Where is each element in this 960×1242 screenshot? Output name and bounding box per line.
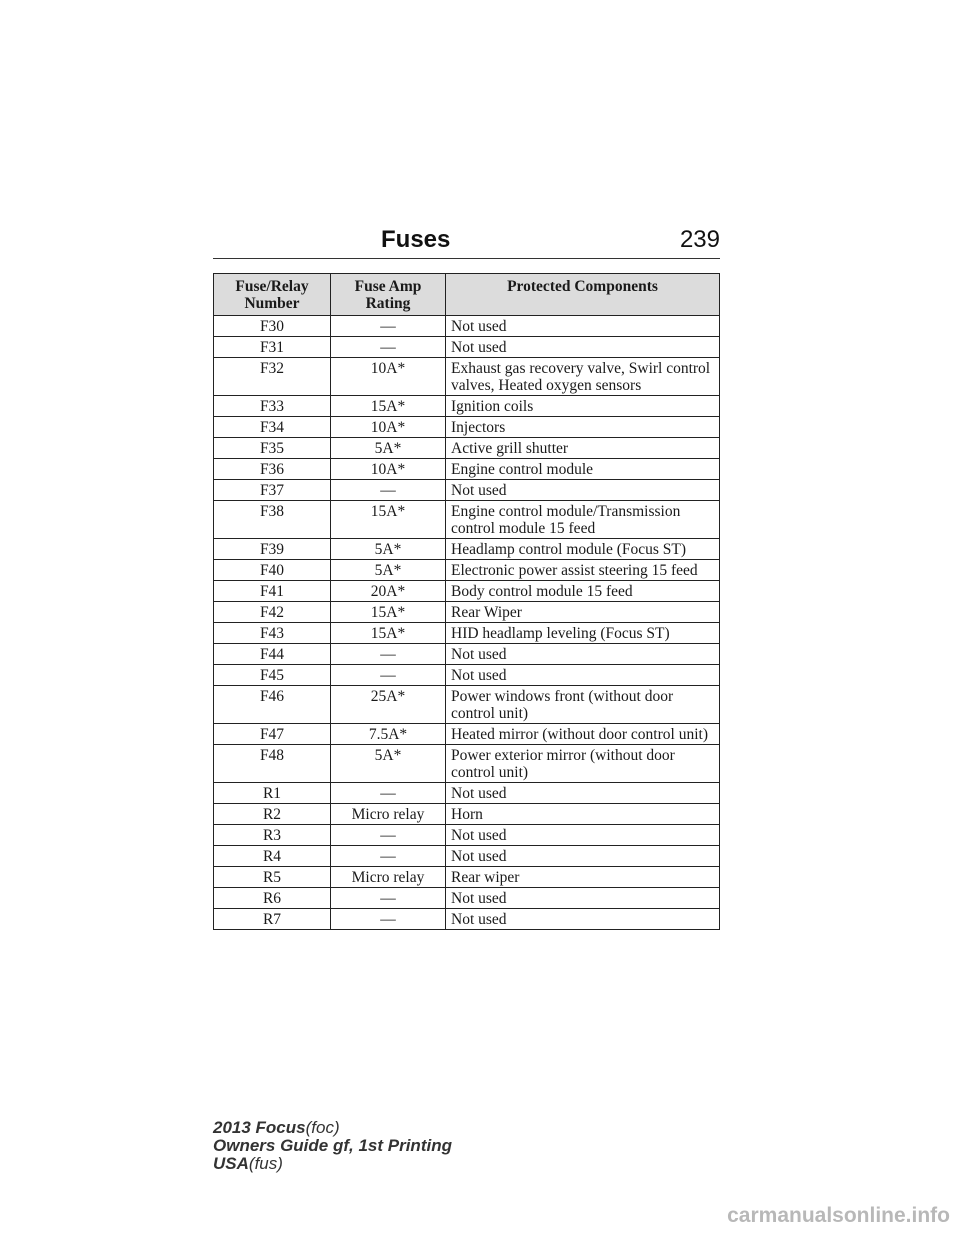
watermark: carmanualsonline.info	[727, 1204, 950, 1227]
footer-market: USA	[213, 1154, 249, 1173]
cell-amp-rating: —	[331, 909, 446, 930]
cell-amp-rating: 10A*	[331, 417, 446, 438]
cell-protected-components: Not used	[446, 825, 720, 846]
table-row	[214, 539, 720, 560]
table-row	[214, 396, 720, 417]
cell-amp-rating: —	[331, 316, 446, 337]
cell-fuse-number: R4	[214, 846, 331, 867]
cell-amp-rating: —	[331, 825, 446, 846]
table-row	[214, 846, 720, 867]
page-footer	[213, 1119, 452, 1173]
page-number: 239	[679, 226, 720, 253]
cell-protected-components: Not used	[446, 337, 720, 358]
cell-fuse-number: F31	[214, 337, 331, 358]
cell-protected-components: Not used	[446, 888, 720, 909]
cell-fuse-number: F35	[214, 438, 331, 459]
cell-fuse-number: R1	[214, 783, 331, 804]
cell-fuse-number: F41	[214, 581, 331, 602]
column-header-amp-rating: Fuse Amp Rating	[331, 274, 446, 316]
cell-amp-rating: 5A*	[331, 560, 446, 581]
cell-protected-components: Heated mirror (without door control unit)	[446, 724, 720, 745]
cell-protected-components: Ignition coils	[446, 396, 720, 417]
cell-amp-rating: 7.5A*	[331, 724, 446, 745]
cell-fuse-number: R3	[214, 825, 331, 846]
table-row	[214, 358, 720, 396]
cell-amp-rating: 10A*	[331, 358, 446, 396]
cell-amp-rating: Micro relay	[331, 804, 446, 825]
cell-amp-rating: 15A*	[331, 602, 446, 623]
table-row	[214, 560, 720, 581]
cell-protected-components: Body control module 15 feed	[446, 581, 720, 602]
cell-amp-rating: —	[331, 480, 446, 501]
cell-fuse-number: F42	[214, 602, 331, 623]
cell-amp-rating: Micro relay	[331, 867, 446, 888]
table-row	[214, 438, 720, 459]
cell-fuse-number: F32	[214, 358, 331, 396]
cell-amp-rating: 5A*	[331, 745, 446, 783]
cell-amp-rating: 25A*	[331, 686, 446, 724]
cell-amp-rating: 20A*	[331, 581, 446, 602]
table-row	[214, 724, 720, 745]
table-row	[214, 745, 720, 783]
cell-protected-components: Injectors	[446, 417, 720, 438]
cell-protected-components: Exhaust gas recovery valve, Swirl control valves, Heated oxygen sensors	[446, 358, 720, 396]
cell-amp-rating: 5A*	[331, 438, 446, 459]
cell-fuse-number: F38	[214, 501, 331, 539]
footer-model-code: (foc)	[305, 1118, 340, 1137]
cell-protected-components: Engine control module	[446, 459, 720, 480]
table-body	[214, 316, 720, 930]
column-header-fuse-number: Fuse/Relay Number	[214, 274, 331, 316]
cell-fuse-number: F30	[214, 316, 331, 337]
cell-fuse-number: R6	[214, 888, 331, 909]
cell-fuse-number: F43	[214, 623, 331, 644]
column-header-protected-components: Protected Components	[446, 274, 720, 316]
cell-fuse-number: R2	[214, 804, 331, 825]
table-row	[214, 316, 720, 337]
footer-guide: Owners Guide gf, 1st Printing	[213, 1136, 452, 1155]
table-row	[214, 337, 720, 358]
cell-fuse-number: F39	[214, 539, 331, 560]
cell-protected-components: Headlamp control module (Focus ST)	[446, 539, 720, 560]
table-row	[214, 623, 720, 644]
footer-line-model	[213, 1119, 452, 1137]
cell-fuse-number: F34	[214, 417, 331, 438]
cell-protected-components: Rear Wiper	[446, 602, 720, 623]
cell-amp-rating: 15A*	[331, 623, 446, 644]
cell-fuse-number: R5	[214, 867, 331, 888]
cell-amp-rating: 5A*	[331, 539, 446, 560]
cell-amp-rating: 15A*	[331, 396, 446, 417]
cell-protected-components: Horn	[446, 804, 720, 825]
cell-fuse-number: R7	[214, 909, 331, 930]
cell-protected-components: Not used	[446, 316, 720, 337]
cell-fuse-number: F46	[214, 686, 331, 724]
table-row	[214, 867, 720, 888]
footer-market-code: (fus)	[248, 1154, 283, 1173]
cell-fuse-number: F44	[214, 644, 331, 665]
cell-protected-components: Not used	[446, 665, 720, 686]
cell-amp-rating: —	[331, 337, 446, 358]
cell-protected-components: Not used	[446, 644, 720, 665]
cell-fuse-number: F36	[214, 459, 331, 480]
cell-protected-components: Power windows front (without door control unit)	[446, 686, 720, 724]
header-divider	[213, 258, 720, 259]
cell-amp-rating: —	[331, 846, 446, 867]
cell-fuse-number: F45	[214, 665, 331, 686]
cell-protected-components: Not used	[446, 846, 720, 867]
cell-amp-rating: —	[331, 783, 446, 804]
cell-protected-components: Engine control module/Transmission control module 15 feed	[446, 501, 720, 539]
cell-protected-components: Rear wiper	[446, 867, 720, 888]
table-row	[214, 783, 720, 804]
cell-fuse-number: F33	[214, 396, 331, 417]
cell-protected-components: HID headlamp leveling (Focus ST)	[446, 623, 720, 644]
cell-amp-rating: 10A*	[331, 459, 446, 480]
table-header-row	[214, 274, 720, 316]
table-row	[214, 501, 720, 539]
cell-fuse-number: F48	[214, 745, 331, 783]
cell-protected-components: Electronic power assist steering 15 feed	[446, 560, 720, 581]
section-title: Fuses	[381, 226, 451, 253]
cell-amp-rating: —	[331, 888, 446, 909]
table-row	[214, 686, 720, 724]
table-row	[214, 417, 720, 438]
table-row	[214, 909, 720, 930]
cell-protected-components: Not used	[446, 783, 720, 804]
cell-protected-components: Not used	[446, 909, 720, 930]
table-row	[214, 804, 720, 825]
table-row	[214, 480, 720, 501]
cell-amp-rating: —	[331, 665, 446, 686]
footer-line-market	[213, 1155, 452, 1173]
table-row	[214, 581, 720, 602]
table-row	[214, 888, 720, 909]
cell-fuse-number: F37	[214, 480, 331, 501]
table-row	[214, 602, 720, 623]
table-row	[214, 825, 720, 846]
table-row	[214, 459, 720, 480]
cell-amp-rating: —	[331, 644, 446, 665]
fuse-table	[213, 273, 720, 930]
table-row	[214, 644, 720, 665]
cell-protected-components: Not used	[446, 480, 720, 501]
footer-model: 2013 Focus	[213, 1118, 306, 1137]
cell-amp-rating: 15A*	[331, 501, 446, 539]
cell-protected-components: Power exterior mirror (without door control unit)	[446, 745, 720, 783]
table-row	[214, 665, 720, 686]
cell-fuse-number: F40	[214, 560, 331, 581]
footer-line-guide	[213, 1137, 452, 1155]
cell-protected-components: Active grill shutter	[446, 438, 720, 459]
cell-fuse-number: F47	[214, 724, 331, 745]
